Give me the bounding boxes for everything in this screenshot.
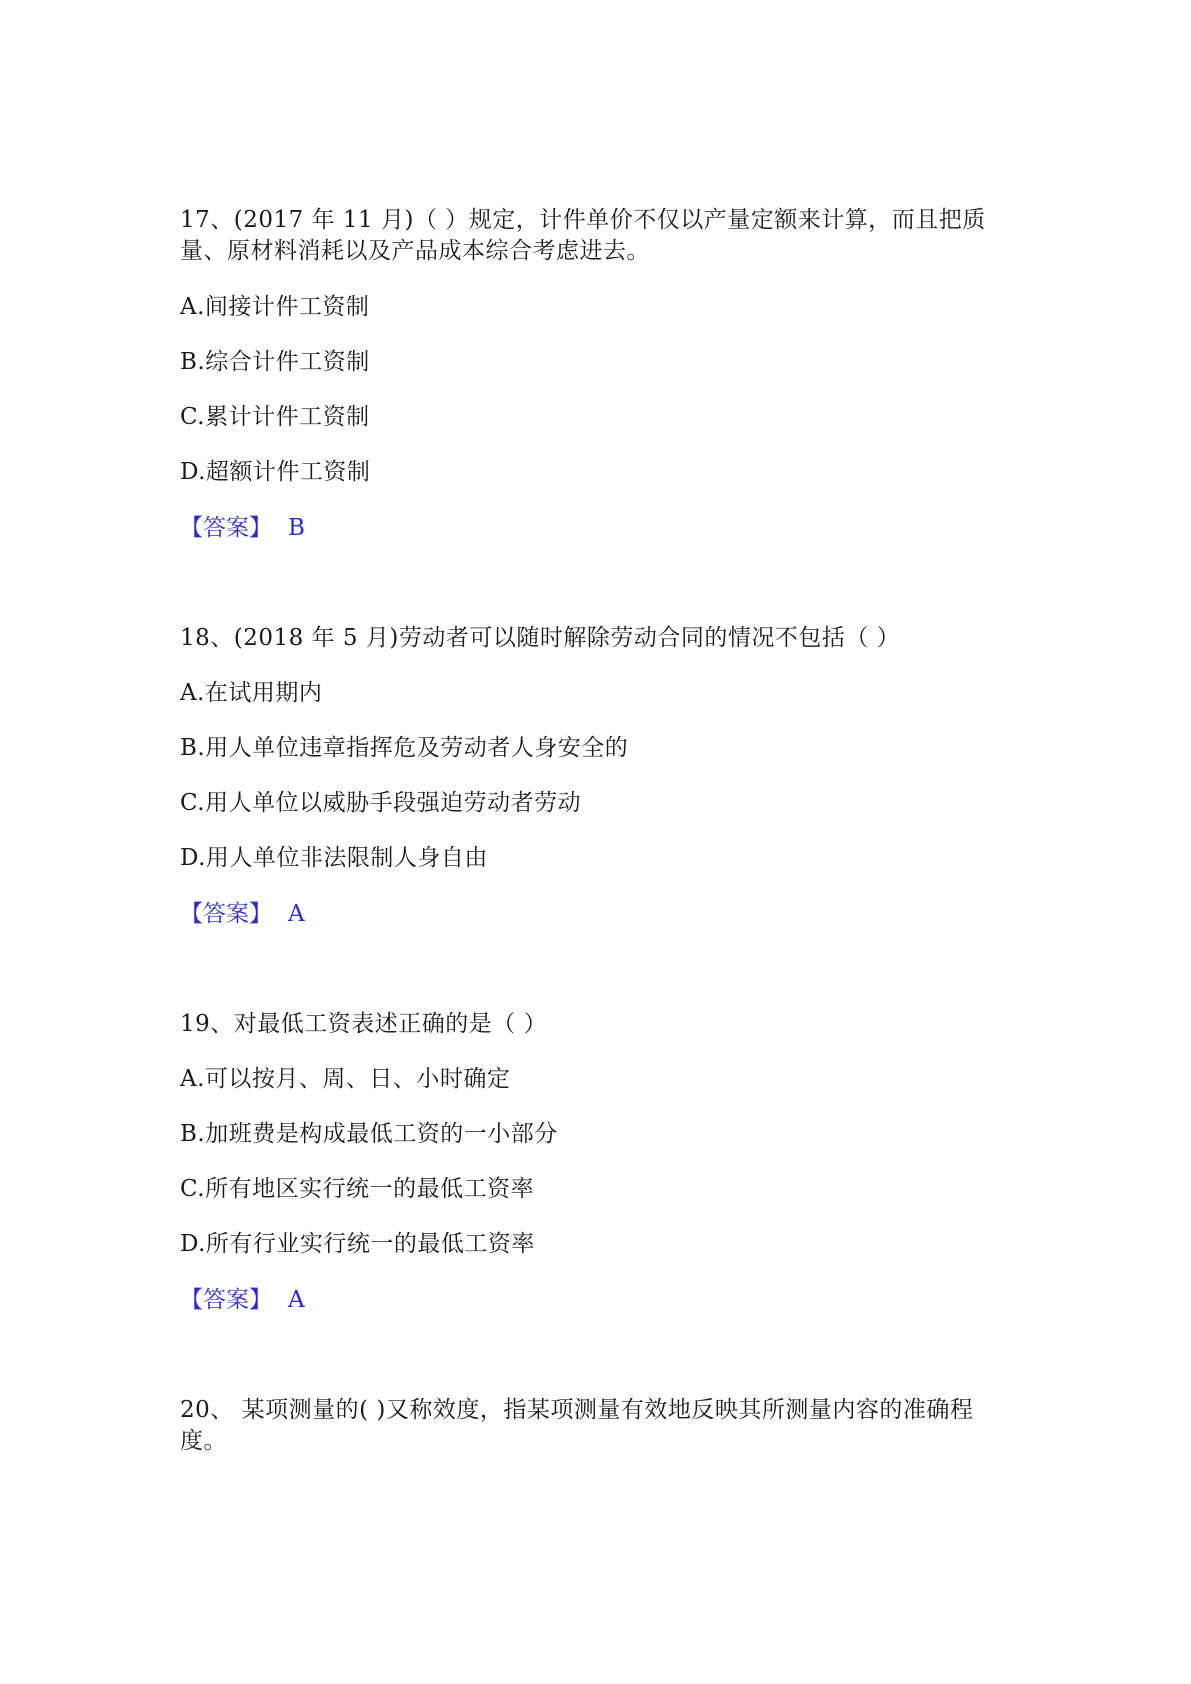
- answer-label: 【答案】: [180, 901, 272, 927]
- question-20-stem-line-1: 20、 某项测量的( )又称效度，指某项测量有效地反映其所测量内容的准确程: [180, 1397, 974, 1423]
- question-17-answer: [180, 511, 305, 545]
- question-17-stem-line-2: 量、原材料消耗以及产品成本综合考虑进去。: [180, 238, 650, 264]
- question-19-option-d: D.所有行业实行统一的最低工资率: [180, 1231, 535, 1257]
- question-17-option-b: B.综合计件工资制: [180, 349, 370, 375]
- question-18-option-c: C.用人单位以威胁手段强迫劳动者劳动: [180, 790, 582, 816]
- question-17-option-a: A.间接计件工资制: [180, 294, 370, 320]
- question-18-option-b: B.用人单位违章指挥危及劳动者人身安全的: [180, 735, 629, 761]
- question-19-option-c: C.所有地区实行统一的最低工资率: [180, 1176, 535, 1202]
- question-19-option-b: B.加班费是构成最低工资的一小部分: [180, 1121, 558, 1147]
- question-17-option-d: D.超额计件工资制: [180, 459, 371, 485]
- question-18-option-d: D.用人单位非法限制人身自由: [180, 845, 488, 871]
- question-19-option-a: A.可以按月、周、日、小时确定: [180, 1066, 511, 1092]
- answer-value: A: [288, 1287, 305, 1313]
- question-17-stem-line-1: 17、(2017 年 11 月)（ ）规定，计件单价不仅以产量定额来计算，而且把质: [180, 207, 986, 233]
- answer-label: 【答案】: [180, 1287, 272, 1313]
- question-18-option-a: A.在试用期内: [180, 680, 323, 706]
- question-18-stem-line-1: 18、(2018 年 5 月)劳动者可以随时解除劳动合同的情况不包括（ ）: [180, 625, 901, 651]
- question-17-option-c: C.累计计件工资制: [180, 404, 370, 430]
- answer-value: B: [288, 515, 305, 541]
- answer-label: 【答案】: [180, 515, 272, 541]
- answer-value: A: [288, 901, 305, 927]
- question-19-answer: [180, 1283, 305, 1317]
- question-19-stem-line-1: 19、对最低工资表述正确的是（ ）: [180, 1011, 548, 1037]
- question-20-stem-line-2: 度。: [180, 1428, 227, 1454]
- question-18-answer: [180, 897, 305, 931]
